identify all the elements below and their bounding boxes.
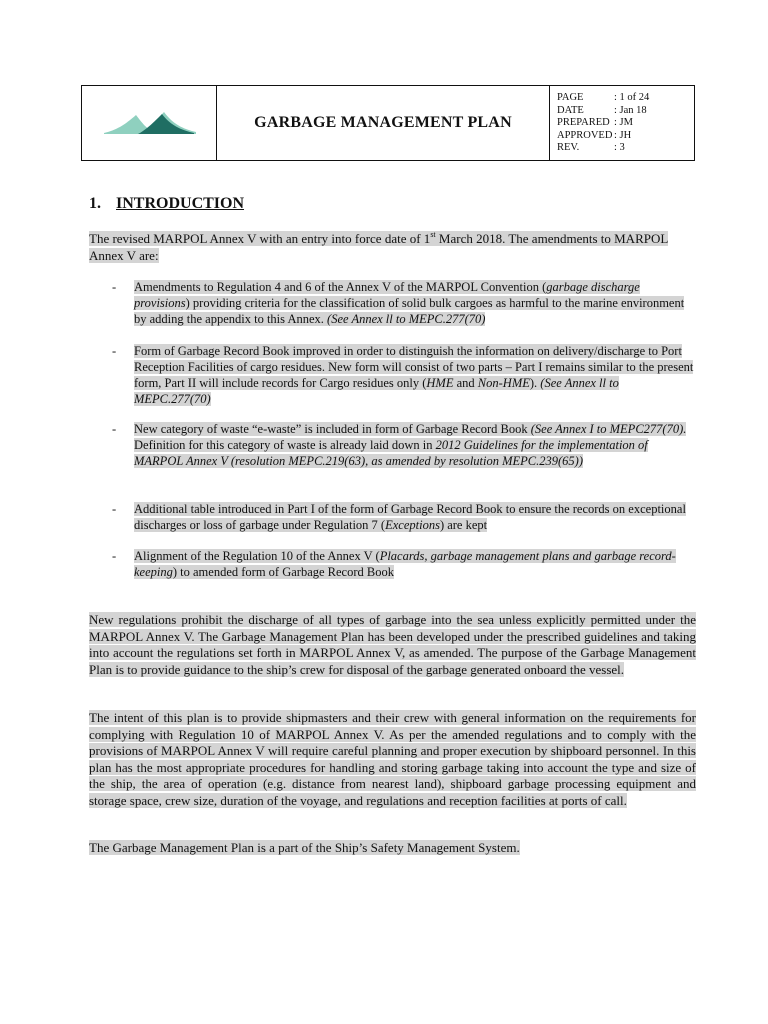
document-meta (550, 86, 694, 160)
section-number: 1. (89, 195, 101, 212)
body-paragraph-3: The Garbage Management Plan is a part of the Ship’s Safety Management System. (89, 840, 520, 855)
meta-rev: REV. : 3 (557, 142, 625, 153)
meta-page: PAGE : 1 of 24 (557, 92, 650, 103)
bullet-item-1: - Amendments to Regulation 4 and 6 of the Annex V of the MARPOL Convention (garbage discharge provisions) providing criteria for the classification of solid bulk cargoes as harmful to the marine environment by adding the appendix to this Annex. (See Annex ll to MEPC.277(70) (112, 280, 685, 326)
document-header (81, 85, 695, 161)
document-title: GARBAGE MANAGEMENT PLAN (217, 86, 550, 160)
body-paragraph-2: The intent of this plan is to provide shipmasters and their crew with general information on the requirements for complying with Regulation 10 of MARPOL Annex V. As per the amended regulations and to comply with the provisions of MARPOL Annex V will require careful planning and proper execution by shipboard personnel. In this plan has the most appropriate procedures for handling and storing garbage taking into account the type and size of the ship, the area of operation (e.g. distance from nearest land), shipboard garbage processing equipment and storage space, crew size, duration of the voyage, and regulations and reception facilities at ports of call. (89, 710, 696, 808)
section-heading (89, 195, 244, 213)
meta-prepared: PREPARED : JM (557, 117, 633, 128)
bullet-item-4: - Additional table introduced in Part I of the form of Garbage Record Book to ensure the records on exceptional discharges or loss of garbage under Regulation 7 (Exceptions) are kept (112, 502, 686, 532)
intro-paragraph: The revised MARPOL Annex V with an entry into force date of 1st March 2018. The amendments to MARPOL Annex V are: (89, 230, 668, 263)
meta-date: DATE : Jan 18 (557, 104, 647, 116)
meta-approved: APPROVED : JH (557, 129, 632, 141)
bullet-item-2: - Form of Garbage Record Book improved in order to distinguish the information on delivery/discharge to Port Reception Facilities of cargo residues. New form will consist of two parts – Part I remains similar to the present form, Part II will include records for Cargo residues only (HME and Non-HME). (See Annex ll to MEPC.277(70) (112, 344, 694, 406)
bullet-item-3: - New category of waste “e-waste” is included in form of Garbage Record Book (See Annex I to MEPC277(70). Definition for this category of waste is already laid down in 2012 Guidelines for the implementation of MARPOL Annex V (resolution MEPC.219(63), as amended by resolution MEPC.239(65)) (112, 422, 687, 468)
body-paragraph-1: New regulations prohibit the discharge of all types of garbage into the sea unless explicitly permitted under the MARPOL Annex V. The Garbage Management Plan has been developed under the prescribed guidelines and taking into account the regulations set forth in MARPOL Annex V, as amended. The purpose of the Garbage Management Plan is to provide guidance to the ship’s crew for disposal of the garbage generated onboard the vessel. (89, 612, 696, 677)
section-title: INTRODUCTION (116, 195, 245, 212)
company-logo (104, 110, 196, 136)
bullet-item-5: - Alignment of the Regulation 10 of the Annex V (Placards, garbage management plans and garbage record-keeping) to amended form of Garbage Record Book (112, 549, 676, 579)
logo-cell (82, 86, 217, 160)
